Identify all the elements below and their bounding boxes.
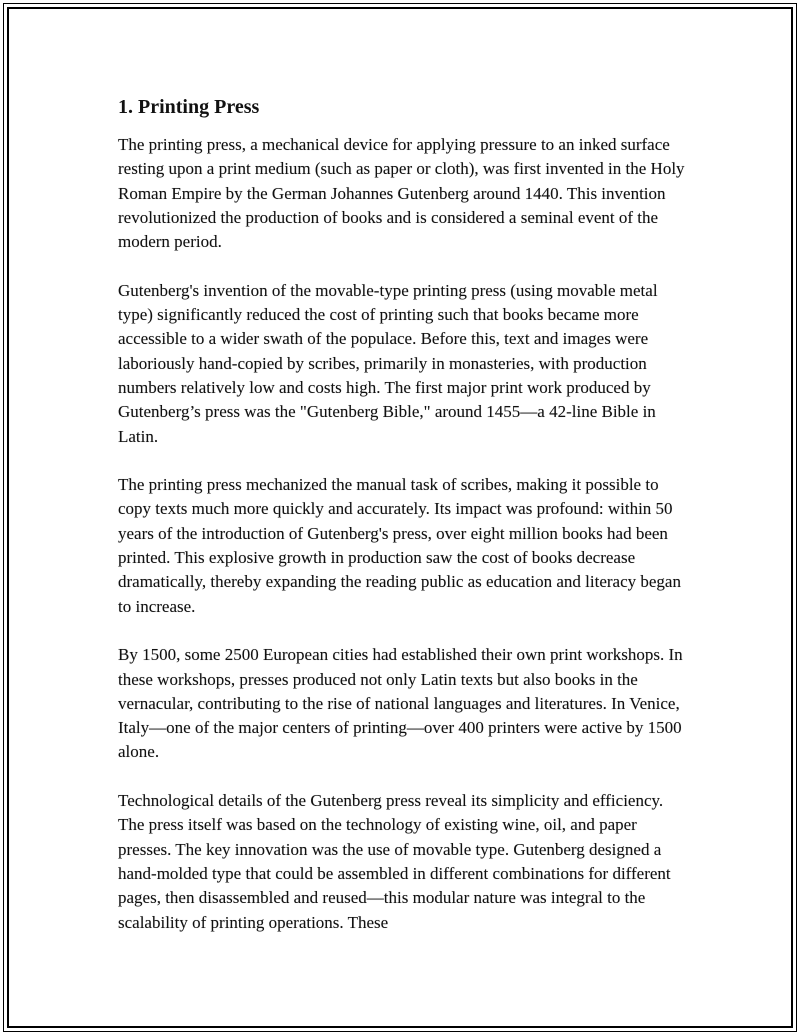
- paragraph-2: Gutenberg's invention of the movable-type printing press (using movable metal type) significantly reduced the cost of printing such that books became more accessible to a wider swath of the populace. Before this, text and images were laboriously hand-copied by scribes, primarily in monasteries, with production numbers relatively low and costs high. The first major print work produced by Gutenberg’s press was the "Gutenberg Bible," around 1455—a 42-line Bible in Latin.: [118, 280, 658, 446]
- paragraph-3: The printing press mechanized the manual task of scribes, making it possible to copy texts much more quickly and accurately. Its impact was profound: within 50 years of the introduction of Gutenberg's press, over eight million books had been printed. This explosive growth in production saw the cost of books decrease dramatically, thereby expanding the reading public as education and literacy began to increase.: [118, 475, 681, 616]
- section-title: 1. Printing Press: [118, 96, 260, 118]
- paragraph-1: The printing press, a mechanical device for applying pressure to an inked surface resting upon a print medium (such as paper or cloth), was first invented in the Holy Roman Empire by the German Johannes Gutenberg around 1440. This invention revolutionized the production of books and is considered a seminal event of the modern period.: [118, 135, 685, 252]
- paragraph-4: By 1500, some 2500 European cities had established their own print workshops. In these workshops, presses produced not only Latin texts but also books in the vernacular, contributing to the rise of national languages and literatures. In Venice, Italy—one of the major centers of printing—over 400 printers were active by 1500 alone.: [118, 645, 683, 762]
- document-body: [118, 94, 693, 959]
- paragraph-5: Technological details of the Gutenberg press reveal its simplicity and efficiency. The press itself was based on the technology of existing wine, oil, and paper presses. The key innovation was the use of movable type. Gutenberg designed a hand-molded type that could be assembled in different combinations for different pages, then disassembled and reused—this modular nature was integral to the scalability of printing operations. These: [118, 791, 671, 932]
